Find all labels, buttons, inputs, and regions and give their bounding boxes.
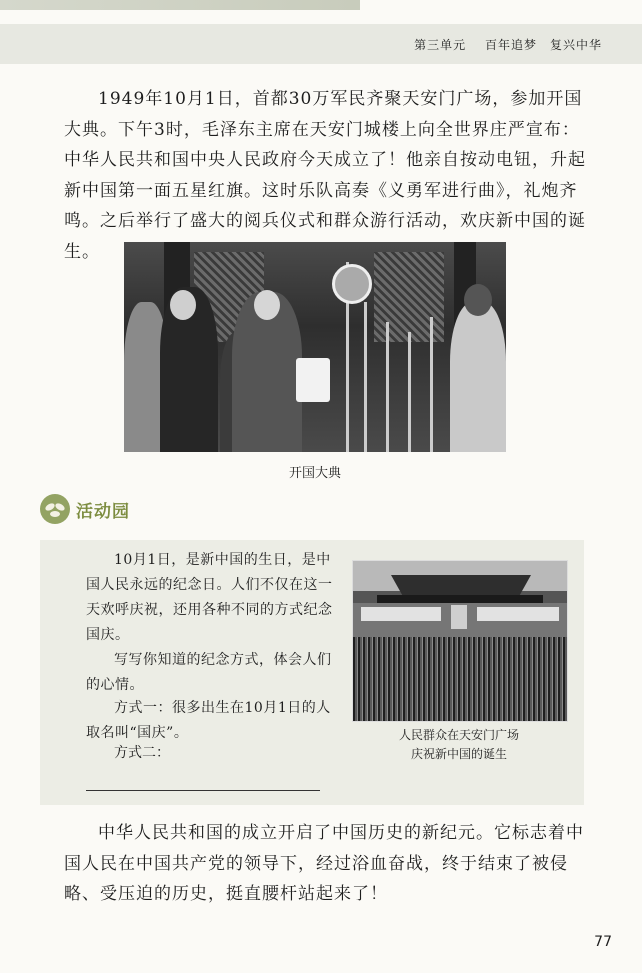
page-number: 77 bbox=[594, 934, 612, 950]
photo-microphone-stand bbox=[386, 322, 389, 452]
photo-banner-right bbox=[477, 607, 559, 621]
activity-text-prompt: 写写你知道的纪念方式，体会人们的心情。 bbox=[86, 652, 332, 693]
founding-ceremony-photo bbox=[124, 242, 506, 452]
photo-figure bbox=[450, 302, 506, 452]
photo-microphone bbox=[332, 264, 372, 304]
activity-leaf-icon bbox=[40, 494, 70, 524]
answer-blank-line[interactable] bbox=[88, 776, 264, 791]
answer-blank-line-2[interactable] bbox=[86, 790, 320, 791]
closing-paragraph: 中华人民共和国的成立开启了中国历史的新纪元。它标志着中国人民在中国共产党的领导下，经过浴血奋战，终于结束了被侵略、受压迫的历史，挺直腰杆站起来了！ bbox=[64, 823, 584, 904]
photo-lattice-window bbox=[374, 252, 444, 342]
header-accent-stripe bbox=[0, 0, 360, 10]
answer-row-way-two bbox=[86, 741, 326, 766]
photo-microphone-stand bbox=[364, 302, 367, 452]
photo-microphone-stand bbox=[408, 332, 411, 452]
celebration-photo-caption bbox=[352, 726, 566, 764]
unit-label: 第三单元 bbox=[414, 38, 467, 52]
photo-speech-paper bbox=[296, 358, 330, 402]
intro-paragraph: 1949年10月1日，首都30万军民齐聚天安门广场，参加开国大典。下午3时，毛泽东主席在天安门城楼上向全世界庄严宣布：中华人民共和国中央人民政府今天成立了！他亲自按动电钮，升起新中国第一面五星红旗。这时乐队高奏《义勇军进行曲》，礼炮齐鸣。之后举行了盛大的阅兵仪式和群众游行活动，欢庆新中国的诞生。 bbox=[64, 89, 586, 262]
main-photo-caption: 开国大典 bbox=[288, 466, 341, 481]
photo-microphone-stand bbox=[430, 317, 433, 452]
caption-line-2: 庆祝新中国的诞生 bbox=[410, 747, 507, 761]
fill-label: 方式二： bbox=[114, 745, 170, 761]
photo-crowd bbox=[353, 637, 567, 721]
photo-banner-left bbox=[361, 607, 441, 621]
caption-line-1: 人民群众在天安门广场 bbox=[398, 728, 519, 742]
leaf-shape bbox=[50, 511, 60, 517]
activity-text-example: 方式一：很多出生在10月1日的人取名叫“国庆”。 bbox=[86, 700, 331, 741]
running-header bbox=[400, 36, 602, 53]
photo-figure-head bbox=[464, 284, 492, 316]
photo-gate-eave bbox=[377, 595, 543, 603]
photo-figure-head bbox=[254, 290, 280, 320]
activity-text-intro: 10月1日，是新中国的生日，是中国人民永远的纪念日。人们不仅在这一天欢呼庆祝，还用各种不同的方式纪念国庆。 bbox=[86, 552, 333, 643]
photo-figure-head bbox=[170, 290, 196, 320]
tiananmen-celebration-photo bbox=[352, 560, 568, 722]
section-title: 百年追梦 复兴中华 bbox=[484, 38, 602, 52]
photo-gate-roof bbox=[391, 575, 531, 595]
activity-section-title: 活动园 bbox=[76, 502, 130, 522]
photo-portrait bbox=[451, 605, 467, 629]
